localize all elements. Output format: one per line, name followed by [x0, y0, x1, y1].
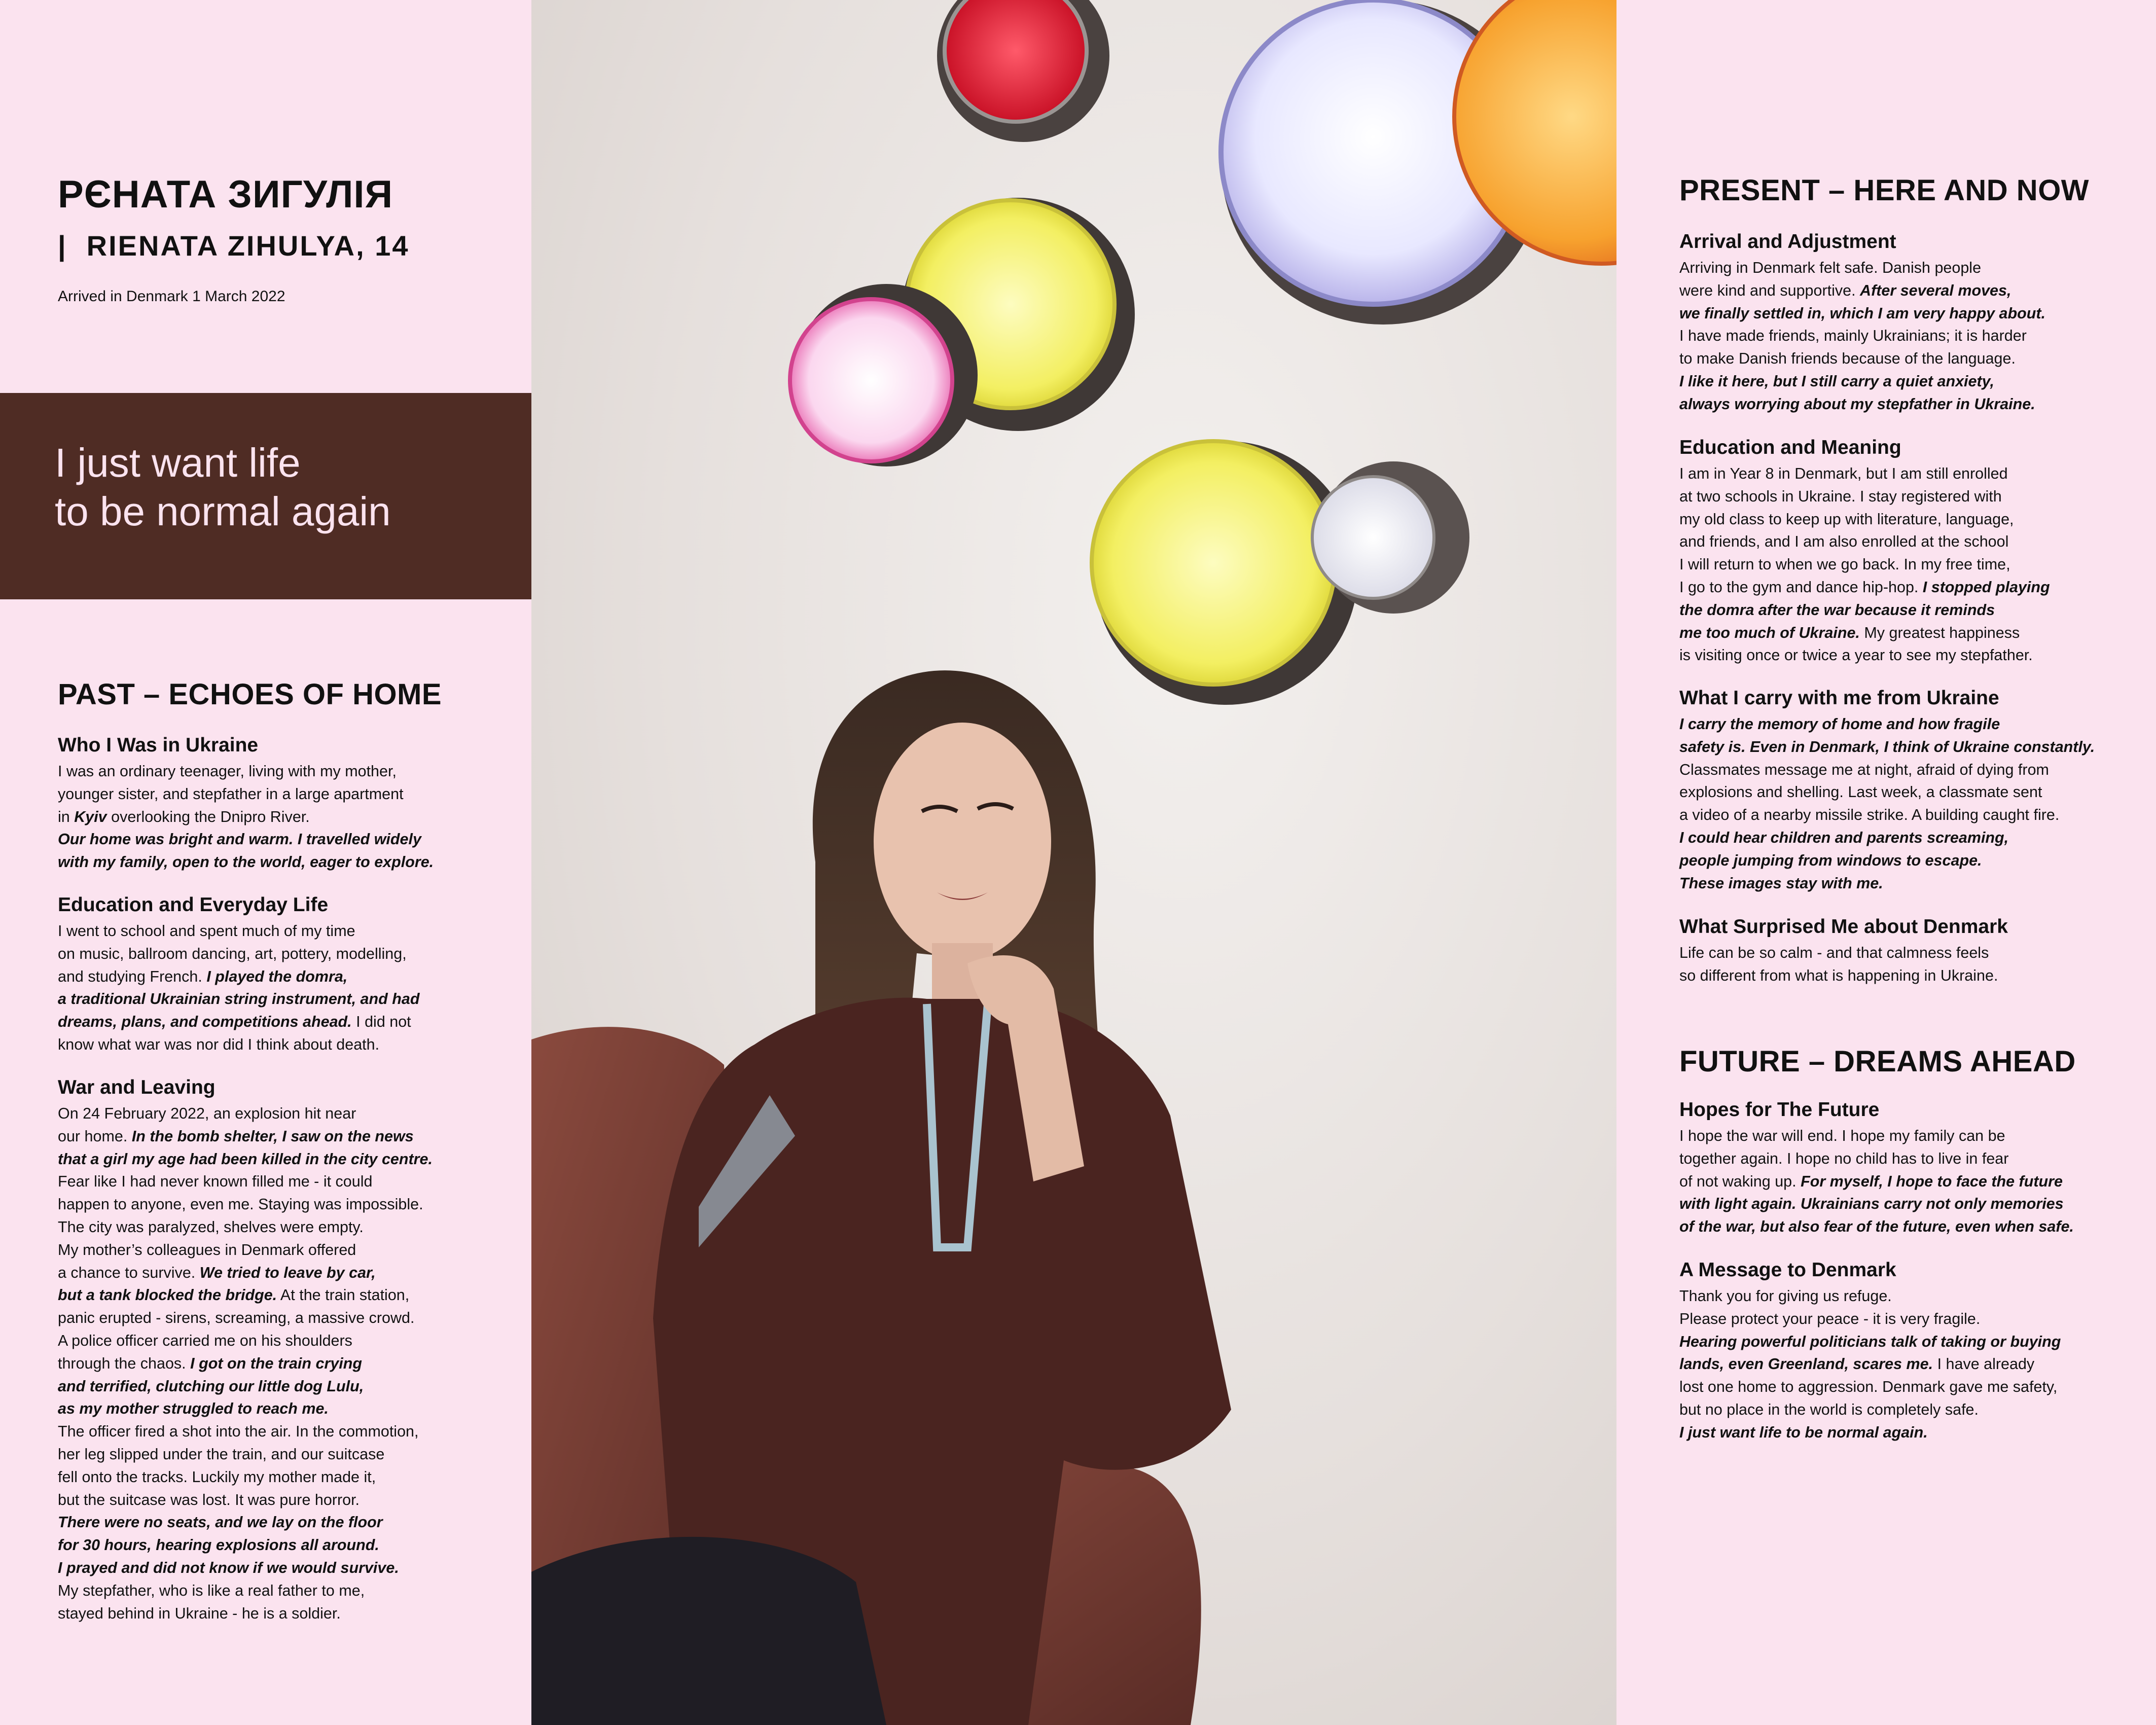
- white-lamp: [1312, 477, 1434, 598]
- text-run-emphasis: After several moves,: [1860, 281, 2011, 299]
- text-line: for 30 hours, hearing explosions all around.: [58, 1536, 379, 1554]
- text-line: and terrified, clutching our little dog Lulu,: [58, 1377, 364, 1395]
- paragraph: [1679, 462, 2050, 667]
- text-line: panic erupted - sirens, screaming, a massive crowd.: [58, 1309, 415, 1327]
- text-run: I did not: [351, 1013, 411, 1031]
- text-line: and friends, and I am also enrolled at the school: [1679, 533, 2009, 551]
- text-run: of not waking up.: [1679, 1172, 1801, 1190]
- paragraph: [1679, 257, 2045, 416]
- paragraph: [1679, 1125, 2074, 1238]
- text-line: [58, 1262, 433, 1284]
- name-separator: |: [58, 230, 67, 262]
- text-run-emphasis: I played the domra,: [206, 967, 348, 985]
- text-line: [1679, 279, 2045, 302]
- text-line: her leg slipped under the train, and our suitcase: [58, 1445, 385, 1463]
- text-run-emphasis: Kyiv: [74, 808, 107, 825]
- text-line: stayed behind in Ukraine - he is a soldier.: [58, 1604, 341, 1622]
- name-english: RIENATA ZIHULYA, 14: [86, 230, 410, 262]
- portrait-illustration: [531, 0, 1616, 1725]
- text-line: Fear like I had never known filled me - it could: [58, 1173, 373, 1191]
- text-line: with my family, open to the world, eager to explore.: [58, 853, 434, 871]
- section-heading-present: PRESENT – HERE AND NOW: [1679, 174, 2090, 207]
- text-line: I like it here, but I still carry a quiet anxiety,: [1679, 372, 1994, 390]
- block-who-i-was: [58, 733, 434, 874]
- text-line: I hope the war will end. I hope my family can be: [1679, 1127, 2005, 1144]
- subheading: Arrival and Adjustment: [1679, 231, 1896, 253]
- text-run-emphasis: In the bomb shelter, I saw on the news: [131, 1127, 414, 1145]
- text-line: I went to school and spent much of my time: [58, 922, 355, 940]
- text-run: At the train station,: [277, 1286, 410, 1304]
- name-ukrainian: РЄНАТА ЗИГУЛІЯ: [58, 173, 393, 216]
- text-line: I have made friends, mainly Ukrainians; it is harder: [1679, 327, 2027, 345]
- face: [874, 723, 1051, 961]
- pull-quote: [55, 439, 511, 536]
- text-run: were kind and supportive.: [1679, 281, 1860, 299]
- text-line: [58, 1011, 419, 1033]
- red-lamp: [945, 0, 1087, 122]
- text-line: [1679, 1170, 2074, 1193]
- text-run: I have already: [1933, 1355, 2035, 1373]
- text-line: always worrying about my stepfather in Ukraine.: [1679, 395, 2035, 413]
- text-run: a chance to survive.: [58, 1264, 200, 1281]
- text-line: [58, 965, 419, 988]
- text-run-emphasis: I got on the train crying: [190, 1354, 363, 1372]
- section-heading-past: PAST – ECHOES OF HOME: [58, 678, 442, 711]
- text-line: I was an ordinary teenager, living with my mother,: [58, 763, 397, 780]
- block-war-and-leaving: [58, 1075, 433, 1625]
- text-line: I could hear children and parents screaming,: [1679, 829, 2009, 846]
- block-education-past: [58, 892, 419, 1056]
- text-line: Hearing powerful politicians talk of taking or buying: [1679, 1333, 2061, 1350]
- text-line: as my mother struggled to reach me.: [58, 1400, 329, 1418]
- subheading: What Surprised Me about Denmark: [1679, 916, 2008, 938]
- text-run: and studying French.: [58, 967, 207, 985]
- text-line: safety is. Even in Denmark, I think of Ukraine constantly.: [1679, 738, 2095, 756]
- text-line: a traditional Ukrainian string instrument, and had: [58, 990, 420, 1008]
- text-line: that a girl my age had been killed in the city centre.: [58, 1150, 433, 1168]
- text-run-emphasis: lands, even Greenland, scares me.: [1679, 1355, 1933, 1373]
- subheading: Education and Everyday Life: [58, 894, 329, 916]
- text-line: on music, ballroom dancing, art, pottery, modelling,: [58, 945, 407, 962]
- text-line: so different from what is happening in Ukraine.: [1679, 966, 1998, 984]
- text-line: Arriving in Denmark felt safe. Danish people: [1679, 259, 1982, 276]
- text-line: is visiting once or twice a year to see my stepfather.: [1679, 646, 2033, 664]
- subheading: What I carry with me from Ukraine: [1679, 687, 1999, 709]
- paragraph: [1679, 1285, 2061, 1444]
- paragraph: [58, 1102, 433, 1625]
- text-line: [1679, 622, 2050, 644]
- text-line: my old class to keep up with literature, language,: [1679, 510, 2014, 528]
- text-run: through the chaos.: [58, 1354, 191, 1372]
- text-line: I carry the memory of home and how fragile: [1679, 715, 2000, 733]
- text-line: [58, 806, 434, 829]
- block-education-present: [1679, 435, 2050, 667]
- text-line: [1679, 1353, 2061, 1376]
- text-line: Life can be so calm - and that calmness feels: [1679, 944, 1989, 961]
- paragraph: [1679, 713, 2095, 894]
- paragraph: [58, 760, 434, 874]
- text-run: our home.: [58, 1127, 132, 1145]
- text-run-emphasis: I stopped playing: [1922, 578, 2050, 596]
- text-line: lost one home to aggression. Denmark gave me safety,: [1679, 1378, 2058, 1396]
- text-line: happen to anyone, even me. Staying was impossible.: [58, 1196, 423, 1213]
- text-line: to make Danish friends because of the language.: [1679, 350, 2016, 368]
- text-line: fell onto the tracks. Luckily my mother made it,: [58, 1468, 376, 1486]
- text-line: On 24 February 2022, an explosion hit near: [58, 1105, 356, 1122]
- text-run: My greatest happiness: [1859, 624, 2020, 641]
- text-line: the domra after the war because it reminds: [1679, 601, 1995, 619]
- pink-lamp: [790, 299, 952, 461]
- text-line: [58, 1284, 433, 1307]
- portrait-photo: [531, 0, 1616, 1725]
- text-line: together again. I hope no child has to live in fear: [1679, 1149, 2009, 1167]
- paragraph: [58, 920, 419, 1056]
- text-line: I am in Year 8 in Denmark, but I am still enrolled: [1679, 465, 2008, 482]
- text-run-emphasis: me too much of Ukraine.: [1679, 624, 1860, 641]
- text-line: of the war, but also fear of the future, even when safe.: [1679, 1218, 2074, 1236]
- block-surprised: [1679, 914, 2008, 987]
- block-arrival: [1679, 229, 2045, 416]
- subheading: Hopes for The Future: [1679, 1099, 1880, 1121]
- text-line: at two schools in Ukraine. I stay registered with: [1679, 487, 2002, 505]
- pull-quote-line: I just want life: [55, 440, 301, 485]
- arrival-date: Arrived in Denmark 1 March 2022: [58, 288, 285, 305]
- text-run-emphasis: For myself, I hope to face the future: [1801, 1172, 2063, 1190]
- left-column: [0, 0, 531, 1725]
- text-run: I go to the gym and dance hip-hop.: [1679, 578, 1923, 596]
- text-line: with light again. Ukrainians carry not only memories: [1679, 1195, 2064, 1213]
- text-line: know what war was nor did I think about death.: [58, 1035, 380, 1053]
- block-message: [1679, 1257, 2061, 1444]
- subheading: Who I Was in Ukraine: [58, 734, 259, 756]
- text-line: but the suitcase was lost. It was pure horror.: [58, 1491, 360, 1508]
- subheading: Education and Meaning: [1679, 437, 1901, 458]
- text-run: overlooking the Dnipro River.: [106, 808, 310, 825]
- text-line: a video of a nearby missile strike. A building caught fire.: [1679, 806, 2060, 824]
- text-line: Please protect your peace - it is very fragile.: [1679, 1310, 1981, 1327]
- text-line: younger sister, and stepfather in a large apartment: [58, 785, 404, 803]
- text-line: I will return to when we go back. In my free time,: [1679, 556, 2010, 573]
- text-line: but no place in the world is completely safe.: [1679, 1400, 1979, 1418]
- text-line: These images stay with me.: [1679, 874, 1883, 892]
- text-line: explosions and shelling. Last week, a classmate sent: [1679, 783, 2042, 801]
- text-line: My stepfather, who is like a real father to me,: [58, 1582, 365, 1599]
- text-line: I prayed and did not know if we would survive.: [58, 1559, 399, 1576]
- paragraph: [1679, 942, 2008, 987]
- text-line: I just want life to be normal again.: [1679, 1423, 1928, 1441]
- text-run-emphasis: but a tank blocked the bridge.: [58, 1286, 277, 1304]
- text-line: Our home was bright and warm. I travelled widely: [58, 831, 421, 848]
- text-line: people jumping from windows to escape.: [1679, 851, 1982, 869]
- text-line: There were no seats, and we lay on the floor: [58, 1514, 383, 1531]
- text-run-emphasis: dreams, plans, and competitions ahead.: [58, 1013, 352, 1031]
- text-line: The officer fired a shot into the air. In the commotion,: [58, 1423, 419, 1441]
- right-column: [1616, 0, 2156, 1725]
- text-line: Classmates message me at night, afraid of dying from: [1679, 761, 2049, 778]
- text-line: [1679, 576, 2050, 599]
- text-line: A police officer carried me on his shoulders: [58, 1332, 352, 1349]
- subheading: War and Leaving: [58, 1076, 215, 1098]
- text-line: we finally settled in, which I am very happy about.: [1679, 304, 2046, 322]
- block-carry: [1679, 686, 2095, 894]
- text-line: My mother’s colleagues in Denmark offered: [58, 1241, 356, 1259]
- quote-band: [0, 393, 531, 599]
- name-english-line: [58, 229, 410, 262]
- text-line: The city was paralyzed, shelves were empty.: [58, 1218, 364, 1236]
- text-line: [58, 1125, 433, 1148]
- pull-quote-line: to be normal again: [55, 489, 391, 534]
- text-run: in: [58, 808, 75, 825]
- section-heading-future: FUTURE – DREAMS AHEAD: [1679, 1045, 2076, 1078]
- text-line: Thank you for giving us refuge.: [1679, 1287, 1892, 1305]
- yellow-lamp-large: [1092, 441, 1335, 685]
- block-hopes: [1679, 1097, 2074, 1238]
- subheading: A Message to Denmark: [1679, 1259, 1896, 1281]
- text-run-emphasis: We tried to leave by car,: [199, 1264, 376, 1281]
- text-line: [58, 1352, 433, 1375]
